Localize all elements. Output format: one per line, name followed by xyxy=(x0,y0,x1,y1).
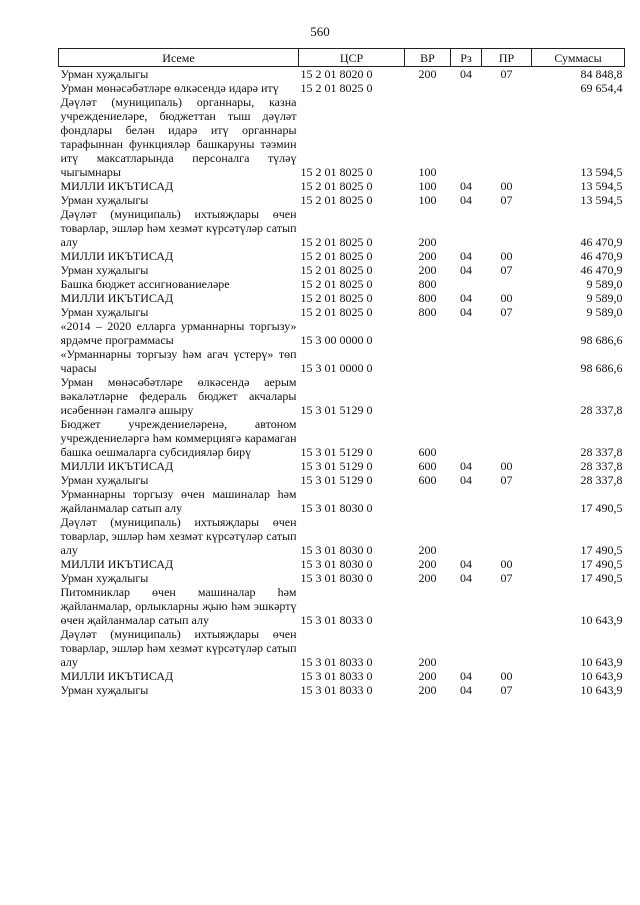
cell-name: «Урманнарны торгызу һәм агач үстерү» төп чарасы xyxy=(60,347,297,375)
cell-name: Урманнарны торгызу өчен машиналар һәм җайланмалар сатып алу xyxy=(60,487,297,515)
cell-sum: 98 686,6 xyxy=(580,333,623,347)
cell-vr: 200 xyxy=(418,557,437,571)
cell-rz: 04 xyxy=(460,473,472,487)
cell-pr xyxy=(482,515,532,557)
cell-name: Башка бюджет ассигнованиеләре xyxy=(60,277,230,291)
cell-sum: 28 337,8 xyxy=(580,445,623,459)
table-row xyxy=(59,263,625,277)
cell-sum: 69 654,4 xyxy=(580,81,623,95)
cell-vr: 200 xyxy=(418,263,437,277)
cell-csr: 15 2 01 8025 0 xyxy=(300,179,373,193)
cell-vr xyxy=(405,81,451,95)
cell-sum: 17 490,5 xyxy=(580,543,623,557)
cell-csr: 15 3 00 0000 0 xyxy=(300,333,373,347)
table-row xyxy=(59,487,625,515)
cell-pr xyxy=(482,375,532,417)
cell-rz xyxy=(451,319,482,347)
cell-csr: 15 3 01 8033 0 xyxy=(300,669,373,683)
cell-rz xyxy=(451,347,482,375)
table-row xyxy=(59,627,625,669)
cell-name: МИЛЛИ ИКЪТИСАД xyxy=(60,557,174,571)
cell-pr: 07 xyxy=(500,683,513,697)
cell-rz: 04 xyxy=(460,557,472,571)
cell-pr: 00 xyxy=(500,557,513,571)
cell-csr: 15 3 01 5129 0 xyxy=(300,459,373,473)
cell-csr: 15 2 01 8025 0 xyxy=(300,249,373,263)
page-number: 560 xyxy=(310,24,330,39)
cell-name: Урман хуҗалыгы xyxy=(60,571,149,585)
cell-rz xyxy=(451,375,482,417)
budget-table xyxy=(58,48,625,697)
cell-rz xyxy=(451,627,482,669)
cell-sum: 98 686,6 xyxy=(580,361,623,375)
cell-pr: 07 xyxy=(500,67,513,81)
cell-sum: 17 490,5 xyxy=(580,571,623,585)
table-row xyxy=(59,249,625,263)
cell-vr: 200 xyxy=(418,571,437,585)
cell-vr: 200 xyxy=(418,669,437,683)
cell-rz: 04 xyxy=(460,67,472,81)
cell-csr: 15 2 01 8020 0 xyxy=(300,67,373,81)
cell-sum: 13 594,5 xyxy=(580,165,623,179)
cell-rz xyxy=(451,95,482,179)
cell-pr xyxy=(482,627,532,669)
cell-sum: 46 470,9 xyxy=(580,263,623,277)
cell-vr xyxy=(405,487,451,515)
cell-pr xyxy=(482,585,532,627)
table-row xyxy=(59,585,625,627)
cell-csr: 15 2 01 8025 0 xyxy=(300,291,373,305)
cell-csr: 15 3 01 5129 0 xyxy=(300,445,373,459)
cell-name: МИЛЛИ ИКЪТИСАД xyxy=(60,179,174,193)
cell-pr: 07 xyxy=(500,305,513,319)
cell-vr: 200 xyxy=(418,249,437,263)
cell-sum: 13 594,5 xyxy=(580,179,623,193)
table-row xyxy=(59,319,625,347)
cell-pr xyxy=(482,277,532,291)
cell-sum: 28 337,8 xyxy=(580,473,623,487)
cell-name: МИЛЛИ ИКЪТИСАД xyxy=(60,291,174,305)
table-row xyxy=(59,179,625,193)
cell-sum: 10 643,9 xyxy=(580,683,623,697)
cell-csr: 15 2 01 8025 0 xyxy=(300,305,373,319)
cell-pr xyxy=(482,347,532,375)
cell-name: Урман хуҗалыгы xyxy=(60,683,149,697)
cell-name: «2014 – 2020 елларга урманнарны торгызу» ярдәмче программасы xyxy=(60,319,297,347)
column-header-pr: ПР xyxy=(482,49,532,67)
cell-name: Дәүләт (муниципаль) ихтыяҗлары өчен товарлар, эшләр һәм хезмәт күрсәтүләр сатып алу xyxy=(60,627,297,669)
table-row xyxy=(59,515,625,557)
table-row xyxy=(59,347,625,375)
cell-sum: 46 470,9 xyxy=(580,235,623,249)
cell-vr: 100 xyxy=(418,193,437,207)
cell-name: Дәүләт (муниципаль) органнары, казна учреждениеләре, бюджеттан тыш дәүләт фондлары белән идарә итү органнары тарафыннан функцияләр башкаруны тәэмин итү максатларында персоналга түләү чыгымнары xyxy=(60,95,297,179)
cell-name: Бюджет учреждениеләренә, автоном учреждениеләргә һәм коммерциягә карамаган башка оешмаларга субсидияләр бирү xyxy=(60,417,297,459)
table-row xyxy=(59,291,625,305)
cell-pr: 07 xyxy=(500,263,513,277)
column-header-vr: ВР xyxy=(405,49,451,67)
table-row xyxy=(59,683,625,697)
cell-pr: 07 xyxy=(500,473,513,487)
cell-rz xyxy=(451,585,482,627)
cell-csr: 15 3 01 8033 0 xyxy=(300,683,373,697)
table-row xyxy=(59,669,625,683)
cell-rz xyxy=(451,515,482,557)
table-row xyxy=(59,207,625,249)
cell-pr xyxy=(482,81,532,95)
table-row xyxy=(59,95,625,179)
cell-csr: 15 2 01 8025 0 xyxy=(300,263,373,277)
cell-csr: 15 3 01 8030 0 xyxy=(300,501,373,515)
cell-name: Урман хуҗалыгы xyxy=(60,67,149,81)
cell-vr xyxy=(405,375,451,417)
cell-csr: 15 2 01 8025 0 xyxy=(300,81,373,95)
cell-rz: 04 xyxy=(460,669,472,683)
cell-rz: 04 xyxy=(460,571,472,585)
cell-pr: 00 xyxy=(500,179,513,193)
cell-vr: 200 xyxy=(418,543,437,557)
cell-name: Урман хуҗалыгы xyxy=(60,305,149,319)
cell-sum: 46 470,9 xyxy=(580,249,623,263)
cell-name: Урман хуҗалыгы xyxy=(60,263,149,277)
cell-rz: 04 xyxy=(460,291,472,305)
cell-sum: 28 337,8 xyxy=(580,403,623,417)
cell-sum: 10 643,9 xyxy=(580,613,623,627)
table-row xyxy=(59,193,625,207)
cell-vr: 600 xyxy=(418,445,437,459)
table-row xyxy=(59,417,625,459)
cell-vr: 200 xyxy=(418,683,437,697)
cell-name: Дәүләт (муниципаль) ихтыяҗлары өчен товарлар, эшләр һәм хезмәт күрсәтүләр сатып алу xyxy=(60,515,297,557)
table-row xyxy=(59,277,625,291)
cell-pr: 00 xyxy=(500,669,513,683)
cell-rz xyxy=(451,81,482,95)
cell-sum: 9 589,0 xyxy=(586,291,623,305)
column-header-name: Исеме xyxy=(59,49,299,67)
cell-csr: 15 3 01 5129 0 xyxy=(300,403,373,417)
cell-csr: 15 2 01 8025 0 xyxy=(300,235,373,249)
cell-sum: 17 490,5 xyxy=(580,501,623,515)
cell-vr: 200 xyxy=(418,655,437,669)
cell-name: Урман мөнәсәбәтләре өлкәсендә аерым вәкаләтләрне федераль бюджет акчалары исәбеннән гамәлгә ашыру xyxy=(60,375,297,417)
cell-vr xyxy=(405,347,451,375)
cell-rz: 04 xyxy=(460,305,472,319)
cell-sum: 9 589,0 xyxy=(586,277,623,291)
cell-pr xyxy=(482,95,532,179)
table-body xyxy=(59,67,625,698)
cell-vr: 800 xyxy=(418,305,437,319)
cell-rz xyxy=(451,417,482,459)
cell-rz: 04 xyxy=(460,459,472,473)
cell-sum: 84 848,8 xyxy=(580,67,623,81)
cell-pr: 07 xyxy=(500,193,513,207)
cell-pr: 07 xyxy=(500,571,513,585)
cell-rz: 04 xyxy=(460,193,472,207)
cell-vr: 800 xyxy=(418,277,437,291)
cell-name: Урман хуҗалыгы xyxy=(60,473,149,487)
cell-vr: 600 xyxy=(418,473,437,487)
column-header-rz: Рз xyxy=(451,49,482,67)
cell-csr: 15 3 01 8030 0 xyxy=(300,557,373,571)
cell-csr: 15 2 01 8025 0 xyxy=(300,193,373,207)
cell-name: Урман мөнәсәбәтләре өлкәсендә идарә итү xyxy=(60,81,279,95)
cell-vr: 100 xyxy=(418,179,437,193)
cell-vr: 100 xyxy=(418,165,437,179)
cell-pr xyxy=(482,319,532,347)
cell-csr: 15 3 01 8033 0 xyxy=(300,613,373,627)
table-row xyxy=(59,473,625,487)
cell-sum: 9 589,0 xyxy=(586,305,623,319)
table-row xyxy=(59,557,625,571)
cell-vr xyxy=(405,319,451,347)
cell-name: МИЛЛИ ИКЪТИСАД xyxy=(60,459,174,473)
column-header-csr: ЦСР xyxy=(299,49,405,67)
cell-csr: 15 3 01 5129 0 xyxy=(300,473,373,487)
table-row xyxy=(59,81,625,95)
cell-rz: 04 xyxy=(460,683,472,697)
cell-vr: 200 xyxy=(418,235,437,249)
cell-pr: 00 xyxy=(500,249,513,263)
cell-rz xyxy=(451,487,482,515)
cell-sum: 10 643,9 xyxy=(580,655,623,669)
cell-sum: 10 643,9 xyxy=(580,669,623,683)
table-row xyxy=(59,375,625,417)
cell-vr: 600 xyxy=(418,459,437,473)
cell-pr xyxy=(482,487,532,515)
cell-csr: 15 2 01 8025 0 xyxy=(300,277,373,291)
table-row xyxy=(59,571,625,585)
cell-name: Урман хуҗалыгы xyxy=(60,193,149,207)
cell-name: Дәүләт (муниципаль) ихтыяҗлары өчен товарлар, эшләр һәм хезмәт күрсәтүләр сатып алу xyxy=(60,207,297,249)
cell-rz xyxy=(451,277,482,291)
cell-sum: 28 337,8 xyxy=(580,459,623,473)
cell-vr: 200 xyxy=(418,67,437,81)
cell-sum: 13 594,5 xyxy=(580,193,623,207)
table-row xyxy=(59,67,625,82)
cell-name: Питомниклар өчен машиналар һәм җайланмалар, орлыкларны җыю һәм эшкәртү өчен җайланмалар сатып алу xyxy=(60,585,297,627)
cell-name: МИЛЛИ ИКЪТИСАД xyxy=(60,669,174,683)
cell-csr: 15 3 01 8033 0 xyxy=(300,655,373,669)
cell-rz: 04 xyxy=(460,263,472,277)
cell-pr: 00 xyxy=(500,459,513,473)
column-header-sum: Суммасы xyxy=(532,49,625,67)
cell-vr xyxy=(405,585,451,627)
cell-pr xyxy=(482,417,532,459)
cell-csr: 15 3 01 8030 0 xyxy=(300,543,373,557)
cell-rz xyxy=(451,207,482,249)
cell-vr: 800 xyxy=(418,291,437,305)
cell-rz: 04 xyxy=(460,179,472,193)
table-header xyxy=(59,49,625,67)
table-row xyxy=(59,459,625,473)
table-row xyxy=(59,305,625,319)
cell-sum: 17 490,5 xyxy=(580,557,623,571)
cell-csr: 15 3 01 8030 0 xyxy=(300,571,373,585)
cell-rz: 04 xyxy=(460,249,472,263)
cell-csr: 15 3 01 0000 0 xyxy=(300,361,373,375)
cell-pr xyxy=(482,207,532,249)
cell-name: МИЛЛИ ИКЪТИСАД xyxy=(60,249,174,263)
cell-csr: 15 2 01 8025 0 xyxy=(300,165,373,179)
cell-pr: 00 xyxy=(500,291,513,305)
